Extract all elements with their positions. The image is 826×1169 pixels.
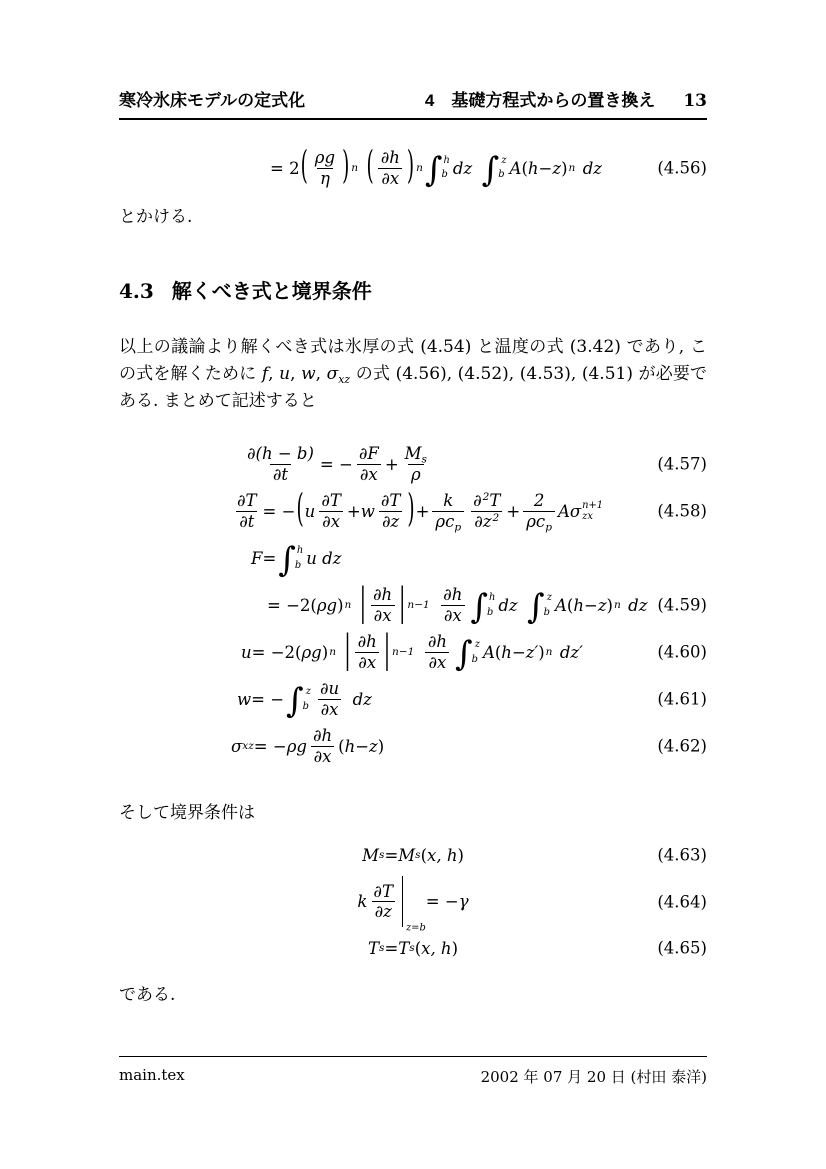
math-var: w: [301, 363, 316, 384]
numerator: [244, 444, 317, 464]
math-var: z: [369, 736, 378, 756]
lower-limit: b: [441, 169, 448, 181]
math-var: A: [509, 158, 522, 178]
math-var: σ: [326, 363, 339, 384]
denominator: [318, 699, 342, 720]
fraction: [317, 679, 342, 720]
math-var: ∂F: [358, 444, 379, 464]
fraction: [356, 444, 382, 485]
numerator: [402, 444, 430, 464]
math-text: +: [384, 454, 399, 474]
math-var: h: [344, 736, 356, 756]
fraction: [244, 444, 317, 485]
math-text: = 2: [270, 158, 300, 178]
integral: [424, 149, 450, 189]
text-after-456: とかける.: [119, 207, 193, 227]
math-var: ∂T: [380, 491, 401, 511]
math-var: ∂t: [239, 511, 255, 531]
math-text: = −: [253, 736, 287, 756]
denominator: [432, 511, 464, 532]
integral-sign: ∫: [278, 540, 296, 580]
integral-sign: ∫: [424, 149, 443, 189]
math-var: ∂: [473, 491, 482, 511]
big-delimiter: |: [344, 629, 351, 673]
math-text: (: [414, 938, 422, 958]
integral: [470, 587, 496, 627]
equation-row: [119, 930, 707, 966]
math-var: ∂T: [321, 491, 341, 511]
math-var: ∂t: [272, 464, 289, 484]
closing-text: である.: [119, 985, 176, 1006]
math-var: ρg: [314, 147, 336, 167]
math-text: =: [262, 548, 277, 568]
math-text: = −2(: [251, 642, 302, 662]
big-delimiter: |: [399, 582, 406, 626]
math-var: ρ: [410, 464, 421, 484]
fraction: [402, 444, 430, 485]
math-var: ∂x: [428, 652, 447, 672]
integral-sign: ∫: [481, 149, 500, 189]
math-text: = −: [319, 454, 353, 474]
math-var: ρc: [526, 511, 546, 531]
text-column: [119, 0, 707, 1009]
numerator: [355, 632, 380, 652]
equation-content: σ xz = − ρg $\frac{\partial h}{\partial x}$ ( h − z ): [231, 726, 385, 766]
denominator: [270, 464, 291, 485]
page-header: [119, 86, 707, 120]
math-var: ∂x: [322, 511, 340, 531]
lower-limit: b: [498, 169, 505, 181]
lower-limit: b: [302, 700, 309, 712]
math-text: =: [384, 845, 399, 865]
boundary-intro-text: そして境界条件は: [119, 803, 255, 824]
denominator: [355, 652, 379, 673]
integral-sign: ∫: [454, 634, 473, 674]
section-heading: [119, 275, 707, 304]
numerator: [318, 491, 344, 511]
running-title-left: 寒冷氷床モデルの定式化: [119, 91, 306, 110]
lower-limit: b: [543, 606, 550, 618]
math-text: −: [355, 736, 370, 756]
integral-sign: ∫: [527, 587, 545, 627]
fraction: [470, 491, 503, 532]
big-delimiter: (: [296, 488, 304, 532]
math-var: 2: [533, 491, 545, 511]
equation-number: (4.61): [657, 689, 707, 709]
big-delimiter: (: [366, 144, 374, 188]
sup-sub-stack: [582, 500, 603, 523]
upper-limit: h: [296, 545, 304, 557]
equation-number: (4.57): [657, 454, 707, 474]
math-text: (: [338, 736, 345, 756]
math-text: ): [321, 642, 329, 662]
math-var: u: [279, 363, 291, 384]
denominator: [372, 901, 395, 922]
math-var: ∂x: [443, 605, 462, 625]
fraction: [355, 632, 380, 673]
math-var: ∂z: [474, 511, 492, 531]
fraction: [425, 632, 450, 673]
math-text: ): [377, 736, 385, 756]
upper-limit: z: [474, 639, 480, 651]
footer-filename: main.tex: [119, 1066, 185, 1084]
footer-date-author: 2002 年 07 月 20 日 (村田 泰洋): [480, 1068, 707, 1086]
math-var: ∂h: [427, 632, 447, 652]
integral-limits: [302, 686, 311, 712]
math-var: ∂T: [373, 881, 393, 901]
math-var: ρg: [301, 642, 322, 662]
math-var: u: [241, 642, 252, 662]
subscript: p: [545, 521, 552, 534]
fraction: [523, 491, 555, 532]
fraction: [378, 148, 403, 189]
equation-content: = −2( ρg ) n | $\frac{\partial h}{\partial x}$ | n−1 $\frac{\partial h}{\partial x}$ ∫ h b dz ∫ z b A ( h − z ) n dz: [267, 582, 648, 627]
equation-number: (4.60): [657, 642, 707, 662]
equation-number: (4.65): [657, 938, 707, 958]
math-var: z: [597, 595, 607, 615]
subscript: s: [421, 453, 427, 466]
equation-row: [119, 724, 707, 768]
integral-limits: [441, 154, 450, 181]
numerator: [531, 491, 548, 511]
math-var: ∂(h − b): [247, 444, 314, 464]
numerator: [370, 585, 395, 605]
math-text: ,: [290, 363, 302, 384]
denominator: [408, 464, 424, 485]
numerator: [470, 491, 503, 511]
running-title-right-group: [425, 86, 707, 111]
denominator: [425, 652, 449, 673]
math-text: ): [451, 938, 458, 958]
fraction: [378, 491, 404, 532]
math-text: = −: [262, 501, 296, 521]
equation-number: (4.58): [657, 501, 707, 521]
denominator: [357, 464, 381, 485]
math-var: dz: [628, 595, 648, 615]
math-text: (: [521, 158, 528, 178]
math-var: x, h: [427, 845, 458, 865]
eval-bar: [402, 876, 426, 933]
numerator: [370, 882, 396, 902]
big-delimiter: |: [383, 629, 391, 673]
denominator: [379, 511, 402, 532]
math-text: (: [420, 845, 428, 865]
math-var: σ: [231, 736, 243, 756]
math-text: +: [506, 501, 521, 521]
math-var: Aσ: [557, 501, 582, 521]
integral: [286, 681, 311, 721]
numerator: [440, 491, 456, 511]
equation-number: (4.56): [657, 158, 707, 178]
subscript: p: [454, 521, 462, 534]
math-var: ∂h: [312, 726, 333, 746]
subscript: xz: [338, 372, 351, 386]
math-var: dz: [498, 595, 518, 615]
equation-content: T s = T s ( x, h ): [368, 938, 458, 958]
math-var: ∂x: [359, 464, 378, 484]
math-var: ∂z: [374, 902, 392, 922]
numerator: [312, 148, 338, 168]
fraction: [432, 491, 464, 532]
page-number: 13: [683, 91, 707, 111]
lower-limit: b: [471, 653, 478, 665]
math-var: dz′: [559, 642, 583, 662]
lower-limit: b: [294, 559, 302, 571]
math-var: h: [573, 595, 584, 615]
integral: [481, 149, 507, 189]
denominator: [311, 746, 335, 767]
math-var: z: [552, 158, 562, 178]
math-text: +: [346, 501, 361, 521]
math-var: w: [360, 501, 375, 521]
numerator: [317, 679, 342, 699]
math-var: dz: [452, 158, 473, 178]
fraction: [318, 491, 344, 532]
intro-paragraph: [119, 334, 707, 415]
big-delimiter: ): [342, 144, 350, 188]
integral-sign: ∫: [286, 681, 304, 721]
integral-limits: [471, 639, 480, 665]
math-var: ∂h: [357, 632, 377, 652]
math-text: (: [494, 642, 502, 662]
equation-content: M s = M s ( x, h ): [362, 845, 464, 865]
math-var: k: [443, 491, 454, 511]
math-var: M: [398, 845, 416, 865]
equation-row: [119, 583, 707, 627]
equation-content: = 2 ( $\frac{\rho g}{\eta}$ ) n ( $\frac{\partial h}{\partial x}$ ) n ∫ h b dz ∫ z b A ( h − z ) n dz: [270, 144, 602, 189]
math-var: k: [357, 892, 368, 912]
math-var: ρg: [316, 595, 338, 615]
denominator: [371, 605, 395, 626]
equation-content: [237, 679, 372, 720]
math-var: ∂T: [237, 491, 257, 511]
math-text: +: [415, 501, 430, 521]
equation-row: [119, 536, 707, 580]
math-text: (: [566, 595, 574, 615]
math-var: dz: [582, 158, 602, 178]
math-var: F: [251, 548, 263, 568]
denominator: [523, 511, 555, 532]
integral-limits: [500, 156, 506, 181]
denominator: [236, 511, 257, 532]
eval-subscript: z=b: [405, 921, 426, 933]
integral-sign: ∫: [470, 587, 488, 627]
equation-row: [119, 837, 707, 873]
math-var: ∂x: [373, 605, 392, 625]
math-text: ): [538, 642, 545, 662]
numerator: [440, 585, 465, 605]
equation-row: [119, 876, 707, 933]
math-var: η: [319, 168, 330, 188]
math-text: の式 (4.56), (4.52), (4.53), (4.51) が必要である. まとめて記述すると: [119, 363, 708, 411]
equation-456-block: [119, 146, 707, 190]
numerator: [378, 491, 404, 511]
fraction: [234, 491, 260, 532]
equation-content: [241, 444, 433, 485]
integral-limits: [543, 592, 552, 618]
math-var: z′: [525, 642, 539, 662]
equation-number: (4.64): [657, 892, 707, 912]
numerator: [310, 726, 335, 746]
math-var: ∂x: [313, 746, 332, 766]
fraction: [370, 882, 396, 923]
integral: [278, 540, 304, 580]
equation-number: (4.62): [657, 736, 707, 756]
math-text: −: [538, 158, 553, 178]
denominator: [378, 168, 402, 189]
fraction: [370, 585, 395, 626]
big-delimiter: ): [407, 488, 415, 532]
equation-content: [231, 488, 604, 534]
math-text: ): [337, 595, 344, 615]
big-delimiter: (: [300, 144, 308, 188]
math-text: ): [457, 845, 464, 865]
math-text: ): [606, 595, 613, 615]
superscript: 2: [482, 490, 490, 503]
math-var: u dz: [306, 548, 342, 568]
numerator: [378, 148, 403, 168]
equation-row: [119, 677, 707, 721]
integral: [454, 634, 480, 674]
math-var: dz: [352, 689, 372, 709]
math-var: ∂x: [358, 652, 377, 672]
denominator: [471, 511, 502, 532]
numerator: [425, 632, 450, 652]
lower-limit: b: [486, 606, 494, 618]
main-equation-block: [119, 442, 707, 768]
math-var: h: [527, 158, 539, 178]
math-var: A: [482, 642, 495, 662]
subscript: zx: [582, 511, 593, 523]
superscript: n+1: [582, 500, 604, 512]
math-text: = −: [425, 892, 459, 912]
math-var: T: [398, 938, 410, 958]
math-text: −: [583, 595, 598, 615]
math-var: x, h: [421, 938, 452, 958]
fraction: [312, 148, 338, 189]
upper-limit: z: [501, 154, 507, 166]
fraction: [440, 585, 465, 626]
math-var: ∂z: [381, 511, 400, 531]
math-text: ,: [315, 363, 327, 384]
math-var: ∂x: [381, 168, 400, 188]
math-var: ∂h: [443, 585, 463, 605]
math-var: A: [554, 595, 567, 615]
equation-content: [357, 876, 469, 933]
page-footer: [119, 1056, 707, 1087]
math-var: M: [404, 444, 422, 464]
math-text: ,: [268, 363, 280, 384]
equation-row: [119, 146, 707, 190]
integral-limits: [294, 545, 304, 571]
upper-limit: h: [443, 154, 450, 166]
superscript: 2: [492, 511, 500, 524]
fraction: [310, 726, 335, 767]
running-title-right: 4 基礎方程式からの置き換え: [424, 91, 656, 110]
equation-content: u = −2( ρg ) n | $\frac{\partial h}{\partial x}$ | n−1 $\frac{\partial h}{\partial x}$ ∫ z b A ( h − z′ ) n dz′: [241, 629, 583, 674]
math-var: M: [362, 845, 380, 865]
math-text: 以上の議論より解くべき式は氷厚の式 (4.54) と温度の式 (3.42) であり, この式を解くために: [119, 336, 707, 384]
boundary-equation-block: [119, 837, 707, 966]
upper-limit: h: [488, 592, 496, 604]
integral-limits: [486, 592, 496, 618]
big-delimiter: ): [406, 144, 415, 188]
math-var: ∂u: [319, 679, 340, 699]
integral: [527, 587, 552, 627]
math-var: ∂x: [320, 699, 339, 719]
upper-limit: z: [305, 686, 311, 698]
denominator: [317, 168, 333, 189]
equation-row: [119, 442, 707, 486]
denominator: [441, 605, 465, 626]
section-title: 解くべき式と境界条件: [171, 280, 372, 303]
numerator: [356, 444, 382, 464]
math-var: w: [237, 689, 252, 709]
math-text: = −: [251, 689, 285, 709]
equation-number: (4.63): [657, 845, 707, 865]
math-var: ρg: [286, 736, 307, 756]
math-var: T: [489, 491, 501, 511]
math-text: = −2(: [267, 595, 317, 615]
math-var: h: [501, 642, 512, 662]
math-var: T: [368, 938, 380, 958]
equation-row: [119, 630, 707, 674]
math-var: γ: [458, 892, 469, 912]
math-text: ): [561, 158, 568, 178]
big-delimiter: |: [359, 582, 366, 626]
equation-number: (4.59): [657, 595, 707, 615]
math-text: −: [511, 642, 526, 662]
math-var: ∂h: [380, 147, 400, 167]
math-var: u: [304, 501, 316, 521]
math-var: ∂h: [373, 585, 393, 605]
math-text: =: [384, 938, 399, 958]
equation-content: [251, 540, 342, 580]
equation-row: [119, 489, 707, 533]
denominator: [319, 511, 343, 532]
section-number: 4.3: [119, 278, 154, 303]
math-var: ρc: [435, 511, 455, 531]
numerator: [234, 491, 260, 511]
upper-limit: z: [546, 592, 552, 604]
math-var: f: [261, 363, 269, 384]
